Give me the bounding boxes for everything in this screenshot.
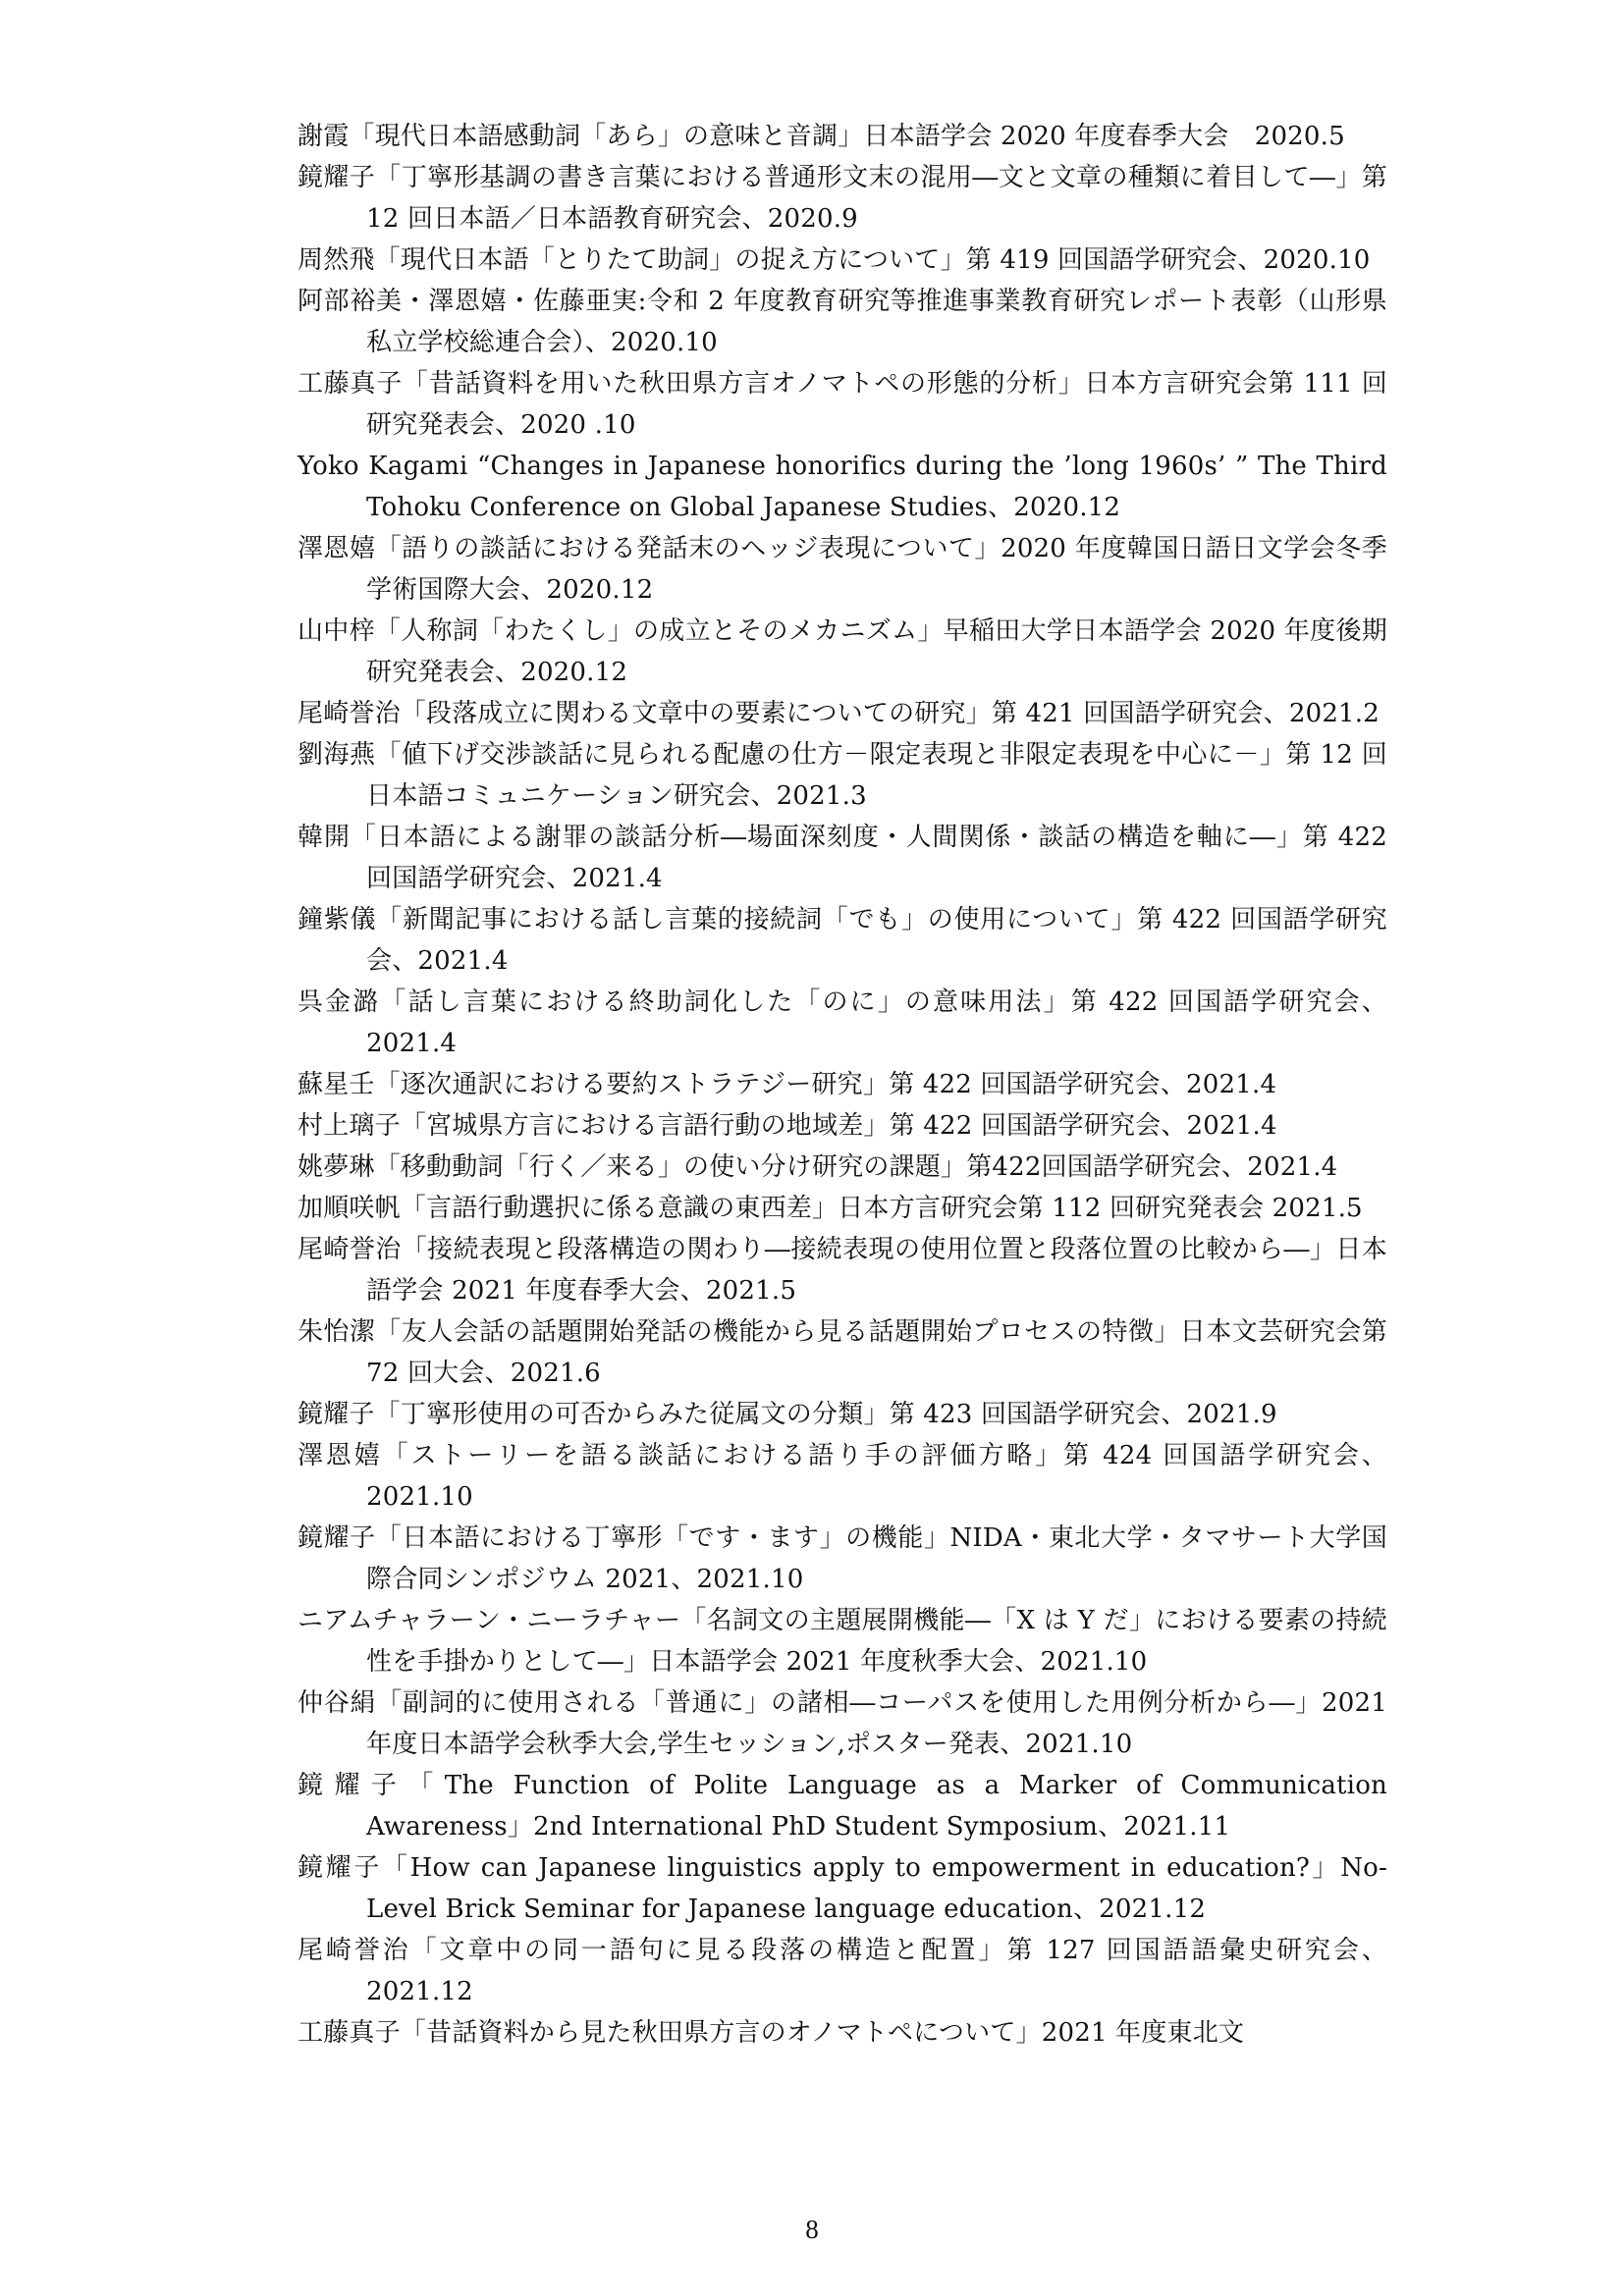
list-item: 劉海燕「値下げ交渉談話に見られる配慮の仕方－限定表現と非限定表現を中心に－」第 12 回日本語コミュニケーション研究会、2021.3 [298, 740, 1387, 811]
list-item: 鐘紫儀「新聞記事における話し言葉的接続詞「でも」の使用について」第 422 回国語学研究会、2021.4 [298, 905, 1387, 976]
list-item: 工藤真子「昔話資料から見た秋田県方言のオノマトペについて」2021 年度東北文 [298, 2018, 1245, 2048]
presentation-list [298, 116, 1387, 2054]
list-item: 姚夢琳「移動動詞「行く／来る」の使い分け研究の課題」第422回国語学研究会、2021.4 [298, 1152, 1338, 1182]
list-item: 村上璃子「宮城県方言における言語行動の地域差」第 422 回国語学研究会、2021.4 [298, 1111, 1277, 1141]
list-item: 工藤真子「昔話資料を用いた秋田県方言オノマトペの形態的分析」日本方言研究会第 111 回研究発表会、2020 .10 [298, 369, 1387, 440]
list-item: 鏡耀子「丁寧形使用の可否からみた従属文の分類」第 423 回国語学研究会、2021.9 [298, 1400, 1277, 1429]
list-item: 謝霞「現代日本語感動詞「あら」の意味と音調」日本語学会 2020 年度春季大会 2020.5 [298, 122, 1345, 151]
list-item: 朱怡潔「友人会話の話題開始発話の機能から見る話題開始プロセスの特徴」日本文芸研究会第 72 回大会、2021.6 [298, 1317, 1387, 1388]
list-item: 尾崎誉治「接続表現と段落構造の関わり―接続表現の使用位置と段落位置の比較から―」日本語学会 2021 年度春季大会、2021.5 [298, 1235, 1387, 1306]
list-item: 山中梓「人称詞「わたくし」の成立とそのメカニズム」早稲田大学日本語学会 2020 年度後期研究発表会、2020.12 [298, 616, 1387, 687]
list-item: ニアムチャラーン・ニーラチャー「名詞文の主題展開機能―「X は Y だ」における要素の持続性を手掛かりとして―」日本語学会 2021 年度秋季大会、2021.10 [298, 1606, 1387, 1677]
page-number: 8 [805, 2215, 819, 2244]
list-item: 蘇星壬「逐次通訳における要約ストラテジー研究」第 422 回国語学研究会、2021.4 [298, 1070, 1277, 1099]
list-item: 澤恩嬉「語りの談話における発話末のヘッジ表現について」2020 年度韓国日語日文学会冬季学術国際大会、2020.12 [298, 534, 1387, 605]
list-item: 鏡耀子「The Function of Polite Language as a Marker of Communication Awareness」2nd International PhD Student Symposium、2021.11 [298, 1771, 1387, 1842]
list-item: 尾崎誉治「段落成立に関わる文章中の要素についての研究」第 421 回国語学研究会、2021.2 [298, 699, 1380, 728]
list-item: 鏡耀子「How can Japanese linguistics apply to empowerment in education?」No-Level Brick Seminar for Japanese language education、2021.12 [298, 1853, 1387, 1924]
list-item: Yoko Kagami “Changes in Japanese honorifics during the ’long 1960s’ ” The Third Tohoku Conference on Global Japanese Studies、2020.12 [298, 452, 1387, 522]
list-item: 呉金潞「話し言葉における終助詞化した「のに」の意味用法」第 422 回国語学研究会、2021.4 [298, 988, 1387, 1058]
list-item: 鏡耀子「日本語における丁寧形「です・ます」の機能」NIDA・東北大学・タマサート大学国際合同シンポジウム 2021、2021.10 [298, 1523, 1387, 1594]
list-item: 韓開「日本語による謝罪の談話分析―場面深刻度・人間関係・談話の構造を軸に―」第 422 回国語学研究会、2021.4 [298, 823, 1387, 893]
list-item: 仲谷絹「副詞的に使用される「普通に」の諸相―コーパスを使用した用例分析から―」2021 年度日本語学会秋季大会,学生セッション,ポスター発表、2021.10 [298, 1688, 1387, 1759]
list-item: 澤恩嬉「ストーリーを語る談話における語り手の評価方略」第 424 回国語学研究会、2021.10 [298, 1441, 1387, 1512]
list-item: 尾崎誉治「文章中の同一語句に見る段落の構造と配置」第 127 回国語語彙史研究会、2021.12 [298, 1936, 1387, 2006]
list-item: 周然飛「現代日本語「とりたて助詞」の捉え方について」第 419 回国語学研究会、2020.10 [298, 245, 1371, 275]
list-item: 阿部裕美・澤恩嬉・佐藤亜実:令和 2 年度教育研究等推進事業教育研究レポート表彰（山形県私立学校総連合会）、2020.10 [298, 287, 1387, 357]
list-item: 鏡耀子「丁寧形基調の書き言葉における普通形文末の混用―文と文章の種類に着目して―」第 12 回日本語／日本語教育研究会、2020.9 [298, 163, 1387, 234]
list-item: 加順咲帆「言語行動選択に係る意識の東西差」日本方言研究会第 112 回研究発表会 2021.5 [298, 1194, 1363, 1223]
